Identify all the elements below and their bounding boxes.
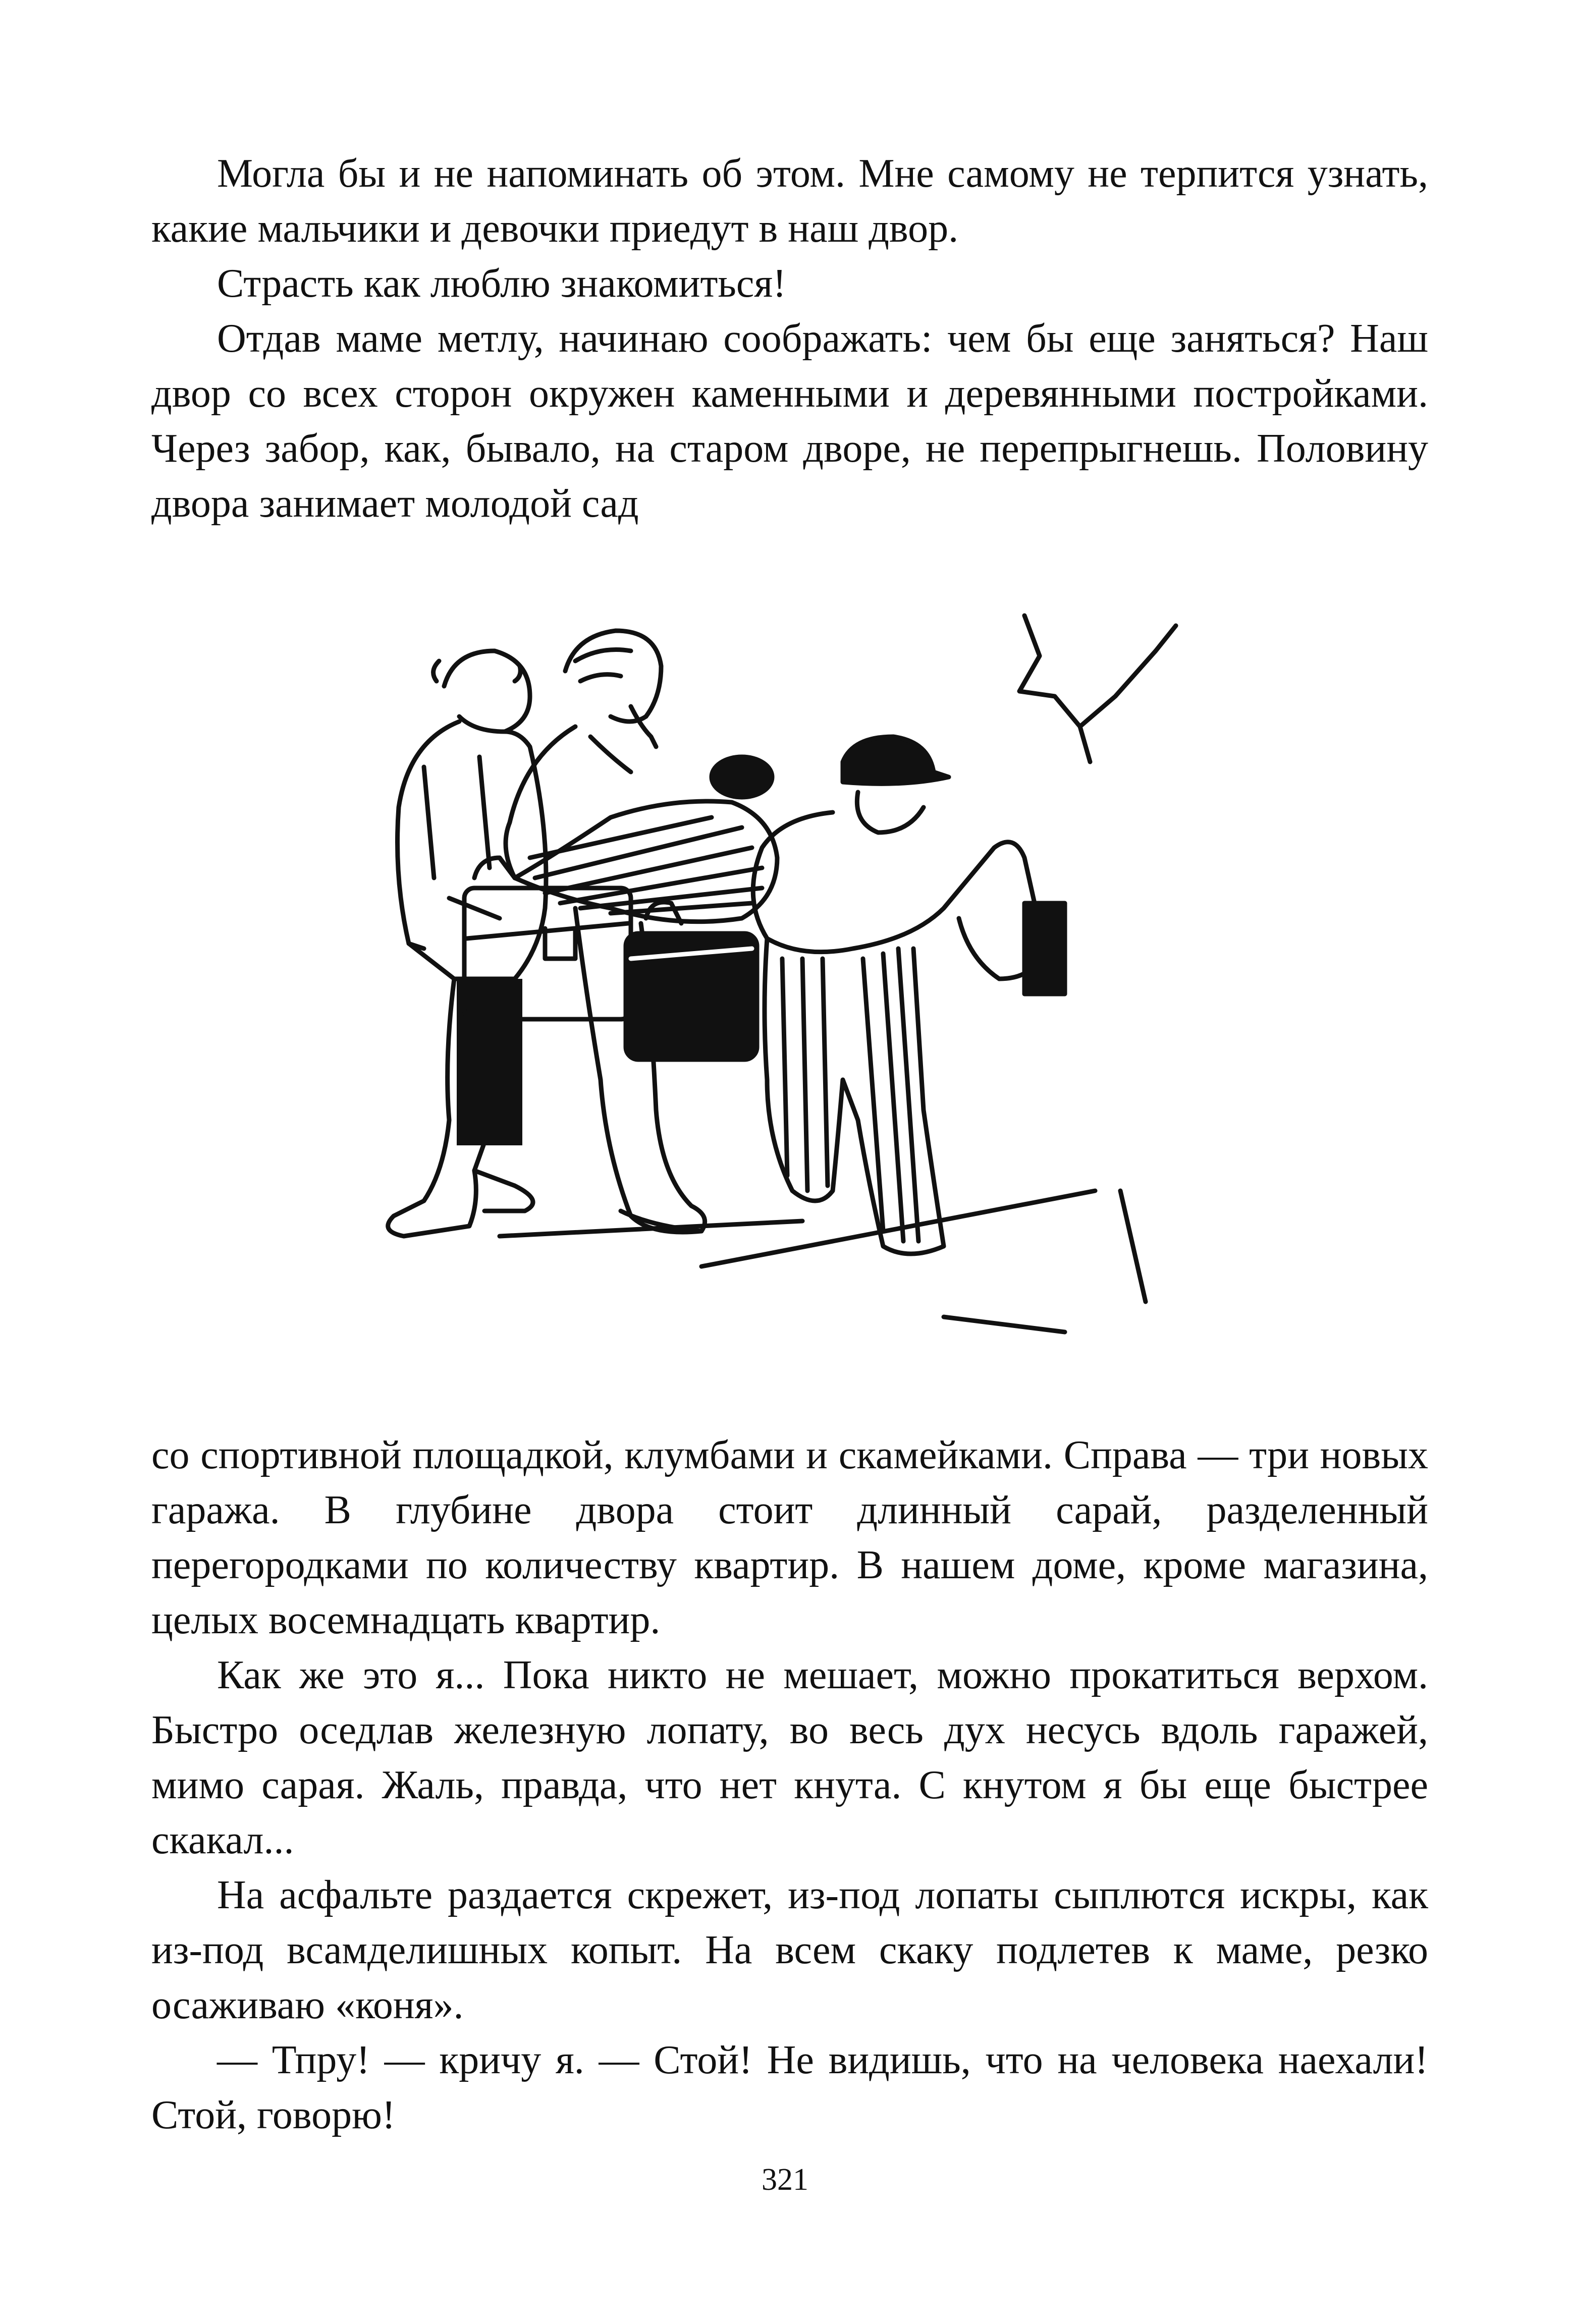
paragraph: — Тпру! — кричу я. — Стой! Не видишь, что на человека наехали! Стой, говорю! [151,2038,1428,2137]
paragraph: Как же это я... Пока никто не мешает, можно прокатиться верхом. Быстро оседлав железную лопату, во весь дух несусь вдоль гаражей, мимо сарая. Жаль, правда, что нет кнута. С кнутом я бы еще быстрее скакал... [151,1653,1428,1862]
paragraph: со спортивной площадкой, клумбами и скамейками. Справа — три новых гаража. В глубине двора стоит длинный сарай, разделенный перегородками по количеству квартир. В нашем доме, кроме магазина, целых восемнадцать квартир. [151,1433,1428,1642]
paragraph: Могла бы и не напоминать об этом. Мне самому не терпится узнать, какие мальчики и девочки приедут в наш двор. [151,151,1428,251]
paragraph: Отдав маме метлу, начинаю соображать: чем бы еще заняться? Наш двор со всех сторон окружен каменными и деревянными постройками. Через забор, как, бывало, на старом дворе, не перепрыгнешь. Половину двора занимает молодой сад [151,316,1428,526]
paragraph: На асфальте раздается скрежет, из-под лопаты сыплются искры, как из-под всамделишных копыт. На всем скаку подлетев к маме, резко осаживаю «коня». [151,1873,1428,2027]
page-number: 321 [762,2163,808,2197]
bottom-text-block [151,1428,1428,2143]
illustration-icon [348,595,1211,1382]
paragraph: Страсть как люблю знакомиться! [217,261,786,306]
top-text-block [151,146,1428,531]
